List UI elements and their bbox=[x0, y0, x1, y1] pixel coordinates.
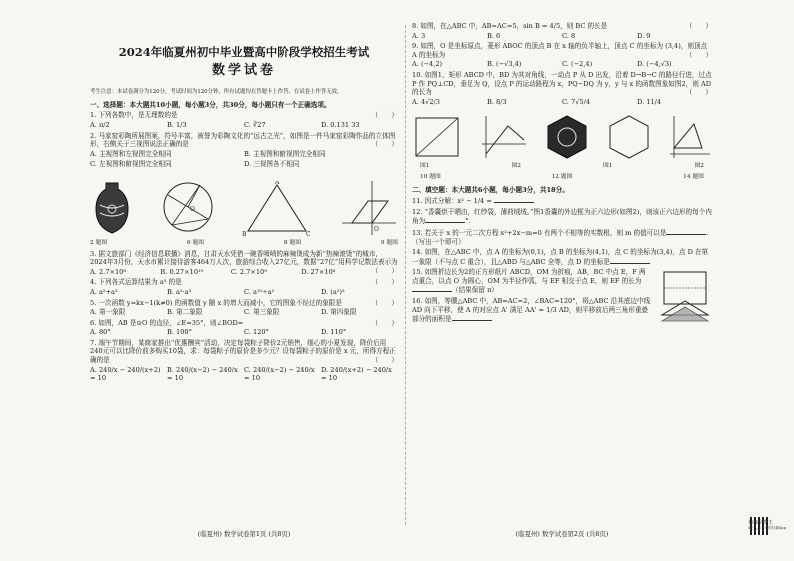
page-footer-right: (临夏州) 数学试卷第2页 (共8页) bbox=[515, 530, 609, 539]
question-1-options: A. π/2 B. 1/3 C. ∛27 D. 0.131 33 bbox=[90, 120, 360, 129]
right-figure-group-captions: 10 题图 12 题图 14 题图 bbox=[420, 173, 704, 180]
coordinate-triangle-q14 bbox=[668, 114, 712, 160]
svg-text:O: O bbox=[374, 225, 379, 233]
coordinate-figure-q9 bbox=[338, 179, 398, 237]
triangle-figure-q8 bbox=[242, 181, 312, 237]
sachet-figure-q12 bbox=[544, 114, 590, 160]
question-12: 12. “香囊烘干晒由，红纱袋，薄荷绒绒。”图1香囊的外边框为正六边形(如图2)，则该正六边形的每个内角为 °. bbox=[412, 207, 712, 226]
exam-subtitle: 数学试卷 bbox=[211, 62, 276, 78]
svg-text:C: C bbox=[306, 230, 311, 237]
answer-blank bbox=[666, 228, 706, 235]
left-figure-captions: 2 题图 6 题图 8 题图 9 题图 bbox=[90, 239, 398, 246]
pottery-figure bbox=[90, 179, 134, 237]
question-9-options: A. (−4,2) B. (−√3,4) C. (−2,4) D. (−4,√3) bbox=[412, 60, 672, 69]
page-divider bbox=[405, 25, 406, 525]
answer-blank bbox=[610, 257, 650, 264]
question-2-options-row2: C. 左视图和俯视图完全相同 D. 三视图各不相同 bbox=[90, 160, 300, 169]
question-6-options: A. 80° B. 100° C. 120° D. 110° bbox=[90, 328, 347, 337]
scanner-badge: 扫描全能王 3亿人都在用的扫描App bbox=[747, 520, 786, 530]
question-14: 14. 如图，在△ABC 中，点 A 的坐标为(0,1)，点 B 的坐标为(4,1)，点 C 的坐标为(3,4)，点 D 在第一象限（不与点 C 重合），且△ABD 与△ABC 全等，点 D 的坐标是 bbox=[412, 248, 709, 266]
question-5: 5. 一次函数 y=kx−1(k≠0) 的函数值 y 随 x 的增大而减小，它的图象不经过的象限是 （ ） bbox=[90, 298, 398, 307]
answer-blank bbox=[425, 216, 465, 223]
question-7: 7. 端午节期间，某商家推出“优惠酬宾”活动，决定每袋粽子降价2元销售，细心的小夏发现，降价后用240元可以比降价前多购买10袋，求：每袋粽子的原价是多少元？设每袋粽子的原价是 x 元，所得方程正确的是 （ ） bbox=[90, 338, 398, 365]
svg-text:B: B bbox=[242, 230, 247, 237]
question-10: 10. 如图1，矩形 ABCD 中，BD 为其对角线，一动点 P 从 D 出发，沿着 D→B→C 的路径行进，过点 P 作 PQ⊥CD，垂足为 Q，设点 P 的运动路程为 x，PQ−DQ 为 y，y 与 x 的函数图象如图2，则 AD 的长为 （ ） bbox=[412, 70, 712, 97]
section-fill-heading: 二、填空题：本大题共6小题，每小题3分，共18分。 bbox=[412, 185, 569, 194]
hexagon-figure-q12 bbox=[606, 114, 652, 160]
question-3-options: A. 2.7×10⁸ B. 0.27×10¹⁰ C. 2.7×10⁹ D. 27×10⁸ bbox=[90, 267, 336, 276]
function-graph-q10 bbox=[478, 114, 528, 160]
question-7-options: A. 240/x − 240/(x+2) = 10 B. 240/(x−2) − 240/x = 10 C. 240/(x−2) − 240/x = 10 D. 240/(x+2) − 240/x = 10 bbox=[90, 365, 392, 383]
question-8: 8. 如图，在△ABC 中，AB=AC=5，sin B = 4/5，则 BC 的长是 （ ） bbox=[412, 22, 712, 30]
question-15: 15. 如图折边长为2的正方形纸片 ABCD，OM 为折痕，AB，BC 中点 E，F 两点重合，以点 O 为圆心，OM 为半径作弧，与 EF 相交于点 E，则 EF 的长为（结果保留 π） bbox=[412, 268, 712, 295]
candidate-notice: 考生注意：本试卷满分为120分，考试时间为120分钟，所有试题均在答题卡上作答，在试卷上作答无效。 bbox=[90, 89, 343, 96]
page-footer-left: (临夏州) 数学试卷第1页 (共8页) bbox=[197, 530, 291, 539]
section-choice-heading: 一、选择题：本大题共10小题，每小题3分，共30分，每小题只有一个正确选项。 bbox=[90, 100, 331, 109]
page-left bbox=[90, 20, 398, 543]
question-2-options-row1: A. 主视图和左视图完全相同 B. 主视图和俯视图完全相同 bbox=[90, 149, 326, 158]
answer-blank bbox=[412, 285, 452, 292]
page-right bbox=[412, 20, 712, 543]
right-figures bbox=[412, 110, 712, 160]
question-10-options: A. 4√2/3 B. 8/3 C. 7√5/4 D. 11/4 bbox=[412, 97, 662, 106]
triangle-shift-figure-q16 bbox=[658, 297, 712, 331]
question-5-options: A. 第一象限 B. 第二象限 C. 第三象限 D. 第四象限 bbox=[90, 308, 357, 317]
right-figure-captions: 图1 图2 图1 图2 bbox=[420, 163, 704, 170]
question-13: 13. 若关于 x 的一元二次方程 x²+2x−m=0 有两个不相等的实数根，则 m 的值可以是 .（写出一个即可） bbox=[412, 228, 709, 246]
circle-figure-q6 bbox=[160, 177, 216, 237]
left-figures bbox=[90, 173, 398, 237]
question-6: 6. 如图，AB 是⊙O 的直径，∠E=35°，则∠BOD= （ ） bbox=[90, 318, 398, 327]
question-16: 16. 如图，等腰△ABC 中，AB=AC=2，∠BAC=120°，将△ABC 沿其底边中线 AD 向下平移，使 A 的对应点 A' 满足 AA' = 1/3 AD，则平移前后两三角形重叠部分的面积是 bbox=[412, 297, 712, 324]
question-3: 3. 据文旅部门《经济信息联播》消息，甘肃天水凭借一碗香喷喷的麻辣烫成为新“热辣滚烫”的城市，2024年3月份，天水市累计接待游客464万人次，旅游综合收入27亿元，数据“27亿”用科学记数法表示为 （ ） bbox=[90, 249, 398, 275]
question-9: 9. 如图，O 是坐标原点，菱形 ABOC 的顶点 B 在 x 轴的负半轴上，顶点 C 的坐标为 (3,4)，则顶点 A 的坐标为 （ ） bbox=[412, 42, 712, 59]
question-4: 4. 下列各式运算结果为 a⁵ 的是 （ ） bbox=[90, 278, 398, 287]
question-4-options: A. a²+a³ B. a²·a³ C. a¹⁰÷a² D. (a²)³ bbox=[90, 287, 345, 296]
rectangle-figure-q10 bbox=[412, 114, 462, 160]
question-1: 1. 下列各数中，是无理数的是 （ ） bbox=[90, 111, 398, 120]
question-2: 2. 马家窑彩陶所展图案，符号丰富，被誉为彩陶文化的“远古之光”，如图是一件马家窑彩陶作品的立体图形，右侧关于三视图说法正确的是 （ ） bbox=[90, 131, 398, 149]
question-11: 11. 因式分解：x² − 1/4 = bbox=[412, 196, 712, 206]
svg-text:O: O bbox=[190, 205, 195, 213]
exam-title: 2024年临夏州初中毕业暨高中阶段学校招生考试 bbox=[118, 45, 370, 59]
answer-blank bbox=[452, 314, 492, 321]
answer-blank bbox=[494, 196, 534, 203]
svg-text:A: A bbox=[275, 180, 280, 186]
question-8-options: A. 3 B. 6 C. 8 D. 9 bbox=[412, 31, 651, 40]
